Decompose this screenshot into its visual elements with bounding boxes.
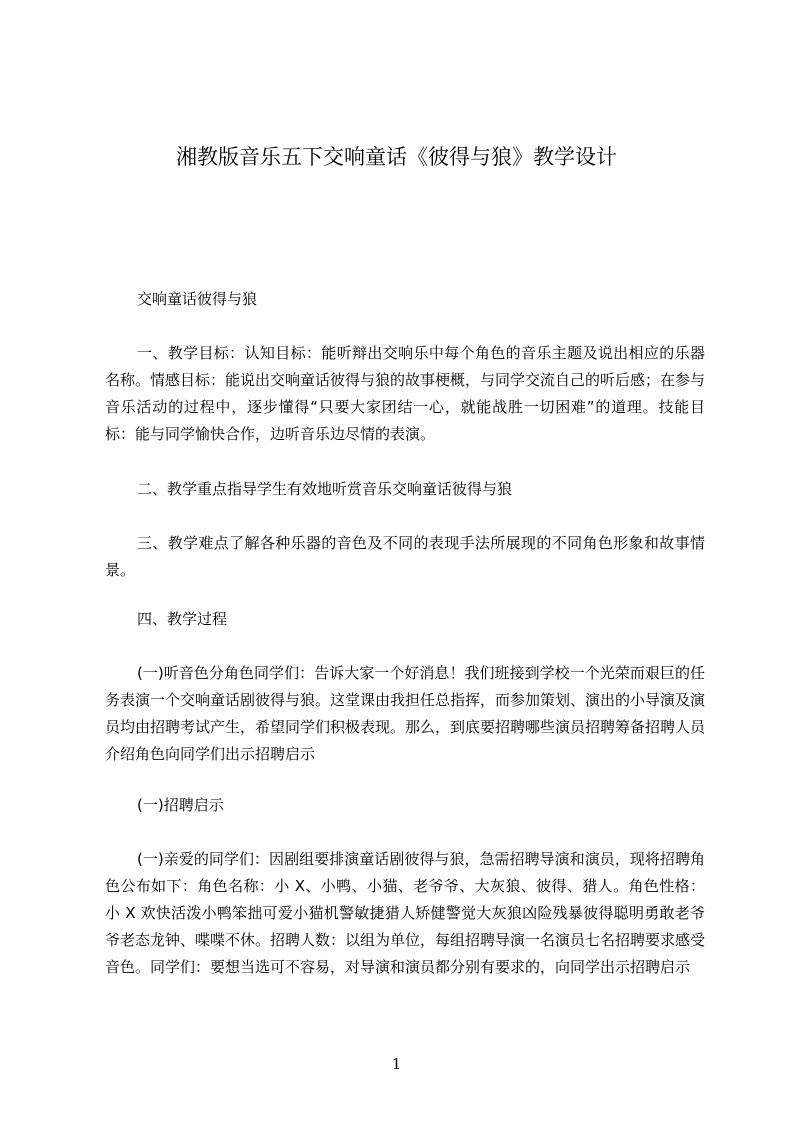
document-title: 湘教版音乐五下交响童话《彼得与狼》教学设计 — [176, 145, 617, 169]
page-number: 1 — [391, 1055, 402, 1073]
paragraph-teaching-process-heading: 四、教学过程 — [137, 610, 228, 628]
paragraph-teaching-focus: 二、教学重点指导学生有效地听赏音乐交响童话彼得与狼 — [137, 480, 513, 498]
paragraph-recruitment-notice: (一)亲爱的同学们：因剧组要排演童话剧彼得与狼，急需招聘导演和演员，现将招聘角色公布如下：角色名称：小 X、小鸭、小猫、老爷爷、大灰狼、彼得、猎人。角色性格：小 X 欢快活泼小鸭笨拙可爱小猫机警敏捷猎人矫健警觉大灰狼凶险残暴彼得聪明勇敢老爷爷老态龙钟、喋喋不休。招聘人数：以组为单位，每组招聘导演一名演员七名招聘要求感受音色。同学们：要想当选可不容易，对导演和演员都分别有要求的，向同学出示招聘启示 — [105, 850, 706, 976]
paragraph-recruitment-heading: (一)招聘启示 — [137, 796, 224, 814]
paragraph-listen-roles: (一)听音色分角色同学们：告诉大家一个好消息！我们班接到学校一个光荣而艰巨的任务表演一个交响童话剧彼得与狼。这堂课由我担任总指挥，而参加策划、演出的小导演及演员均由招聘考试产生，希望同学们积极表现。那么，到底要招聘哪些演员招聘筹备招聘人员介绍角色向同学们出示招聘启示 — [105, 664, 706, 763]
paragraph-teaching-goals: 一、教学目标：认知目标：能听辩出交响乐中每个角色的音乐主题及说出相应的乐器名称。情感目标：能说出交响童话彼得与狼的故事梗概，与同学交流自己的听后感；在参与音乐活动的过程中，逐步懂得“只要大家团结一心，就能战胜一切困难”的道理。技能目标：能与同学愉快合作，边听音乐边尽情的表演。 — [105, 344, 706, 443]
paragraph-teaching-difficulty: 三、教学难点了解各种乐器的音色及不同的表现手法所展现的不同角色形象和故事情景。 — [105, 534, 705, 579]
paragraph-subtitle: 交响童话彼得与狼 — [137, 290, 258, 308]
